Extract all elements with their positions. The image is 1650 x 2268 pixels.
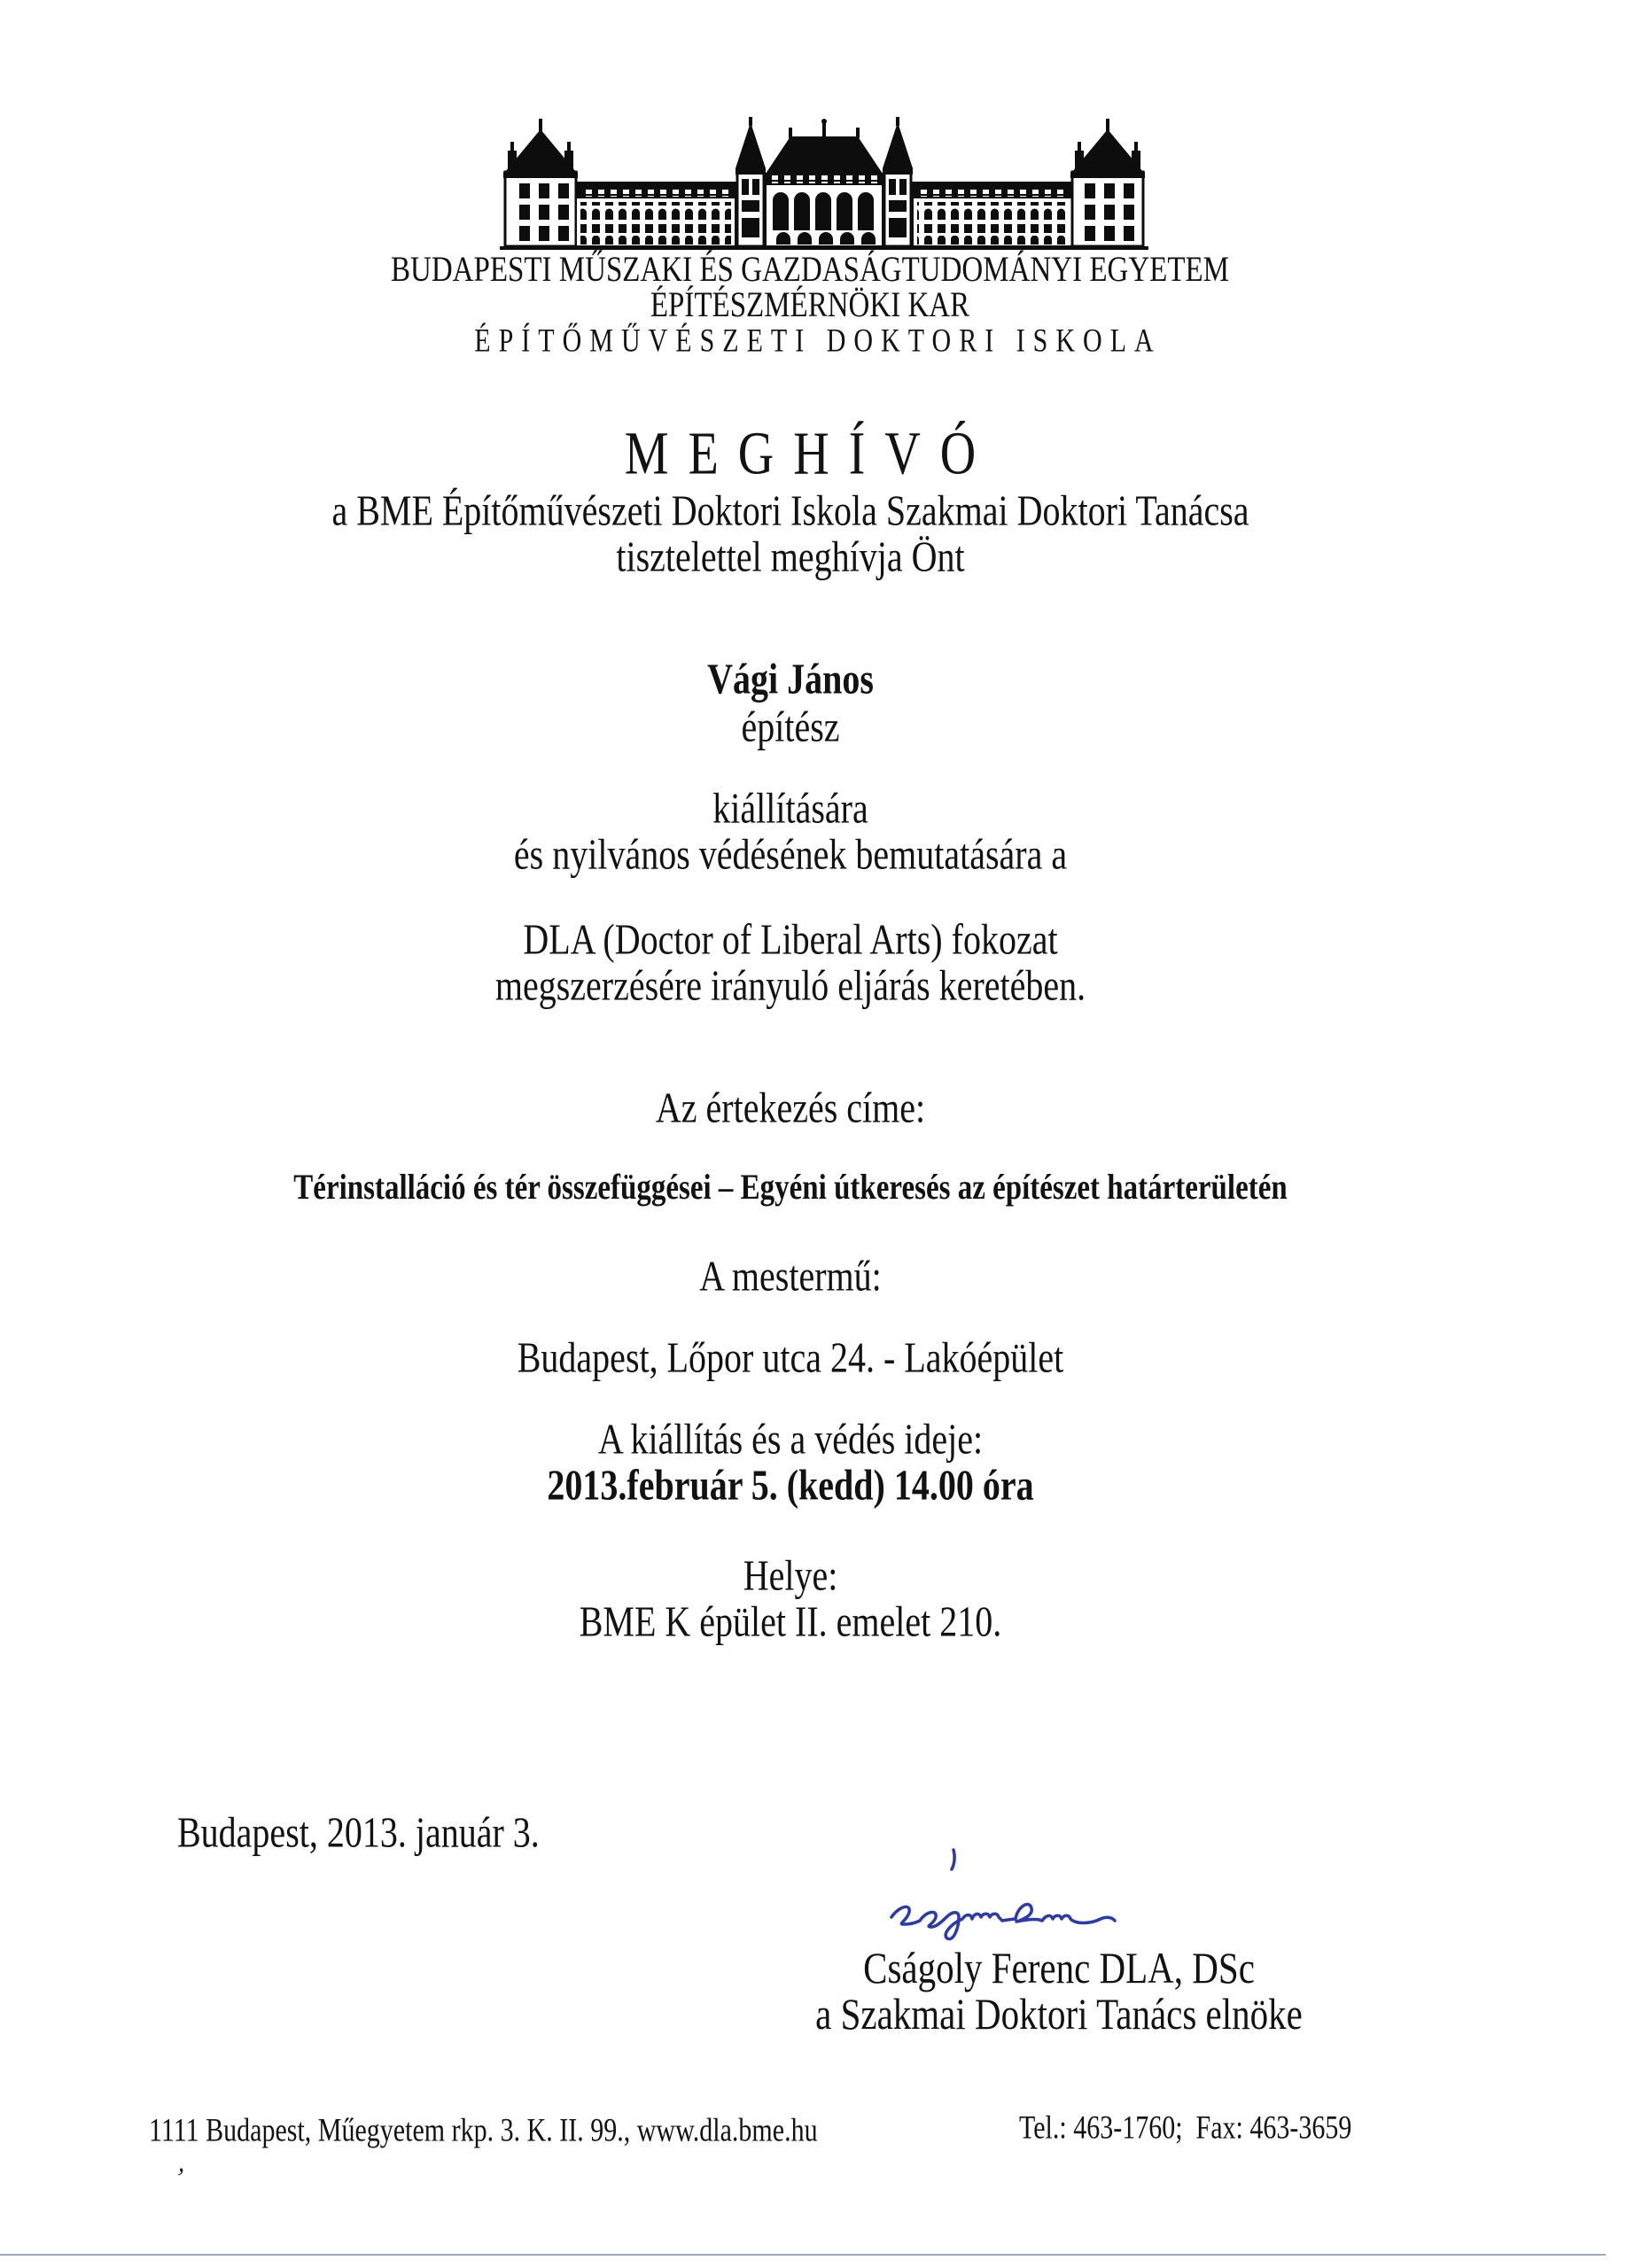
place-label: Helye:: [743, 1550, 838, 1600]
letterhead-doctoral-school: ÉPÍTŐMŰVÉSZETI DOKTORI ISKOLA: [474, 322, 1162, 360]
candidate-name: Vági János: [707, 654, 874, 703]
event-line-1: kiállítására: [712, 783, 868, 833]
signatory-role: a Szakmai Doktori Tanács elnöke: [815, 1988, 1303, 2039]
candidate-profession: építész: [741, 702, 840, 751]
scan-edge-line: [0, 2254, 1606, 2256]
document-title: MEGHÍVÓ: [624, 420, 996, 488]
intro-line-1: a BME Építőművészeti Doktori Iskola Szakmai Doktori Tanácsa: [331, 485, 1249, 535]
footer-address: 1111 Budapest, Műegyetem rkp. 3. K. II. 99., www.dla.bme.hu: [149, 2112, 818, 2149]
time-value: 2013.február 5. (kedd) 14.00 óra: [547, 1460, 1034, 1510]
masterwork-label: A mestermű:: [699, 1251, 882, 1301]
thesis-label: Az értekezés címe:: [655, 1083, 926, 1132]
intro-line-2: tisztelettel meghívja Önt: [616, 532, 965, 581]
footer-phone-fax: Tel.: 463-1760; Fax: 463-3659: [1019, 2109, 1352, 2147]
letterhead-university: BUDAPESTI MŰSZAKI ÉS GAZDASÁGTUDOMÁNYI EGYETEM: [391, 250, 1229, 290]
degree-line-1: DLA (Doctor of Liberal Arts) fokozat: [523, 914, 1058, 964]
signature-scribble: [877, 1843, 1143, 1949]
signatory-name: Cságoly Ferenc DLA, DSc: [863, 1942, 1255, 1992]
event-line-2: és nyilvános védésének bemutatására a: [513, 829, 1068, 879]
letterhead-faculty: ÉPÍTÉSZMÉRNÖKI KAR: [650, 285, 970, 325]
date-line: Budapest, 2013. január 3.: [177, 1807, 540, 1857]
bme-building-logo: [496, 117, 1152, 257]
place-value: BME K épület II. emelet 210.: [579, 1596, 1002, 1646]
thesis-title: Térinstalláció és tér összefüggései – Egyéni útkeresés az építészet határterületén: [293, 1168, 1288, 1208]
time-label: A kiállítás és a védés ideje:: [597, 1414, 984, 1464]
masterwork-value: Budapest, Lőpor utca 24. - Lakóépület: [517, 1332, 1064, 1382]
degree-line-2: megszerzésére irányuló eljárás keretében.: [494, 960, 1086, 1010]
stray-ink-mark: ’: [172, 2162, 187, 2196]
